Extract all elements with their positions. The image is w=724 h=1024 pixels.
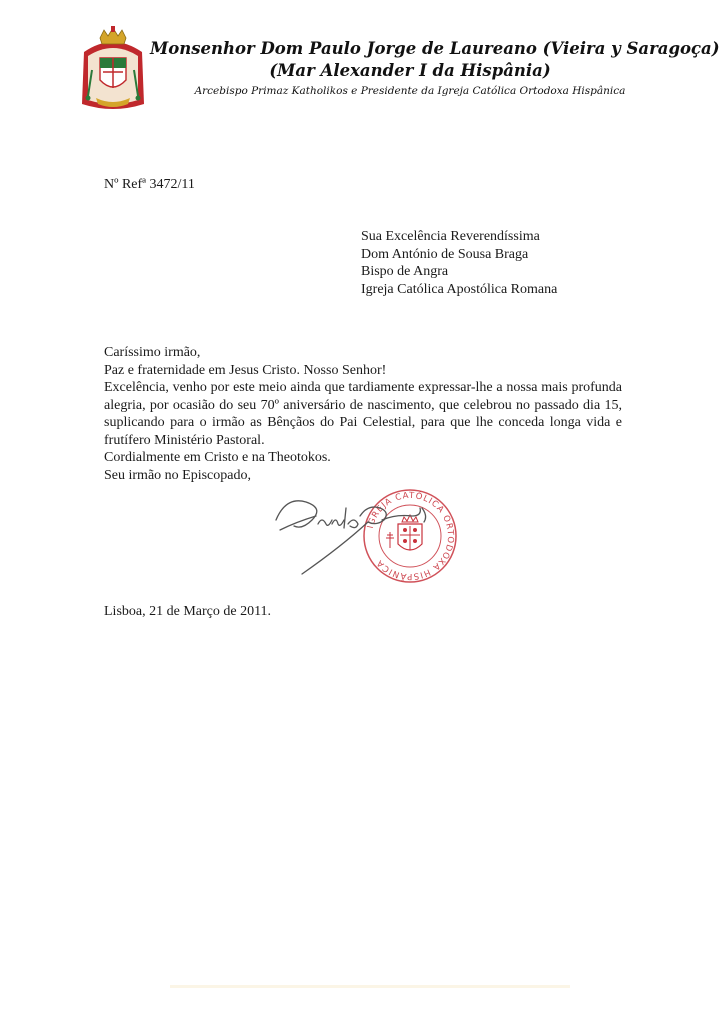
reference-number: Nº Refª 3472/11 [104,177,195,192]
letterhead-title: (Mar Alexander I da Hispânia) [269,61,551,80]
recipient-line: Dom António de Sousa Braga [361,246,529,262]
letterhead [150,38,720,100]
body-paragraph: Excelência, venho por este meio ainda que tardiamente expressar-lhe a nossa mais profunda alegria, por ocasião do seu 70º aniversário de nascimento, que celebrou no passado dia 15, suplicando para o irmão as Bênçãos do Pai Celestial, para que lhe conceda longa vida e frutífero Ministério Pastoral. [104,380,622,448]
svg-text:IGREJA CATÓLICA ORTODOXA HISPÂ: IGREJA CATÓLICA ORTODOXA HISPÂNICA [365,490,456,582]
recipient-block [361,228,557,298]
recipient-line: Igreja Católica Apostólica Romana [361,281,558,297]
seal-stamp-icon [364,489,456,582]
letterhead-office: Arcebispo Primaz Katholikos e Presidente da Igreja Católica Ortodoxa Hispânica [194,85,626,97]
letter-body [104,344,622,484]
sign-off: Seu irmão no Episcopado, [104,467,251,483]
letterhead-name: Monsenhor Dom Paulo Jorge de Laureano (Vieira y Saragoça) [150,39,720,58]
recipient-line: Bispo de Angra [361,264,449,279]
place-and-date: Lisboa, 21 de Março de 2011. [104,604,272,619]
scan-artifact [170,985,570,988]
signature-and-seal [272,486,494,586]
coat-of-arms-icon [78,26,148,114]
greeting: Paz e fraternidade em Jesus Cristo. Nosso Senhor! [104,362,387,378]
recipient-line: Sua Excelência Reverendíssima [361,229,540,244]
salutation: Caríssimo irmão, [104,345,201,360]
closing: Cordialmente em Cristo e na Theotokos. [104,450,331,465]
signature-icon [276,501,426,574]
